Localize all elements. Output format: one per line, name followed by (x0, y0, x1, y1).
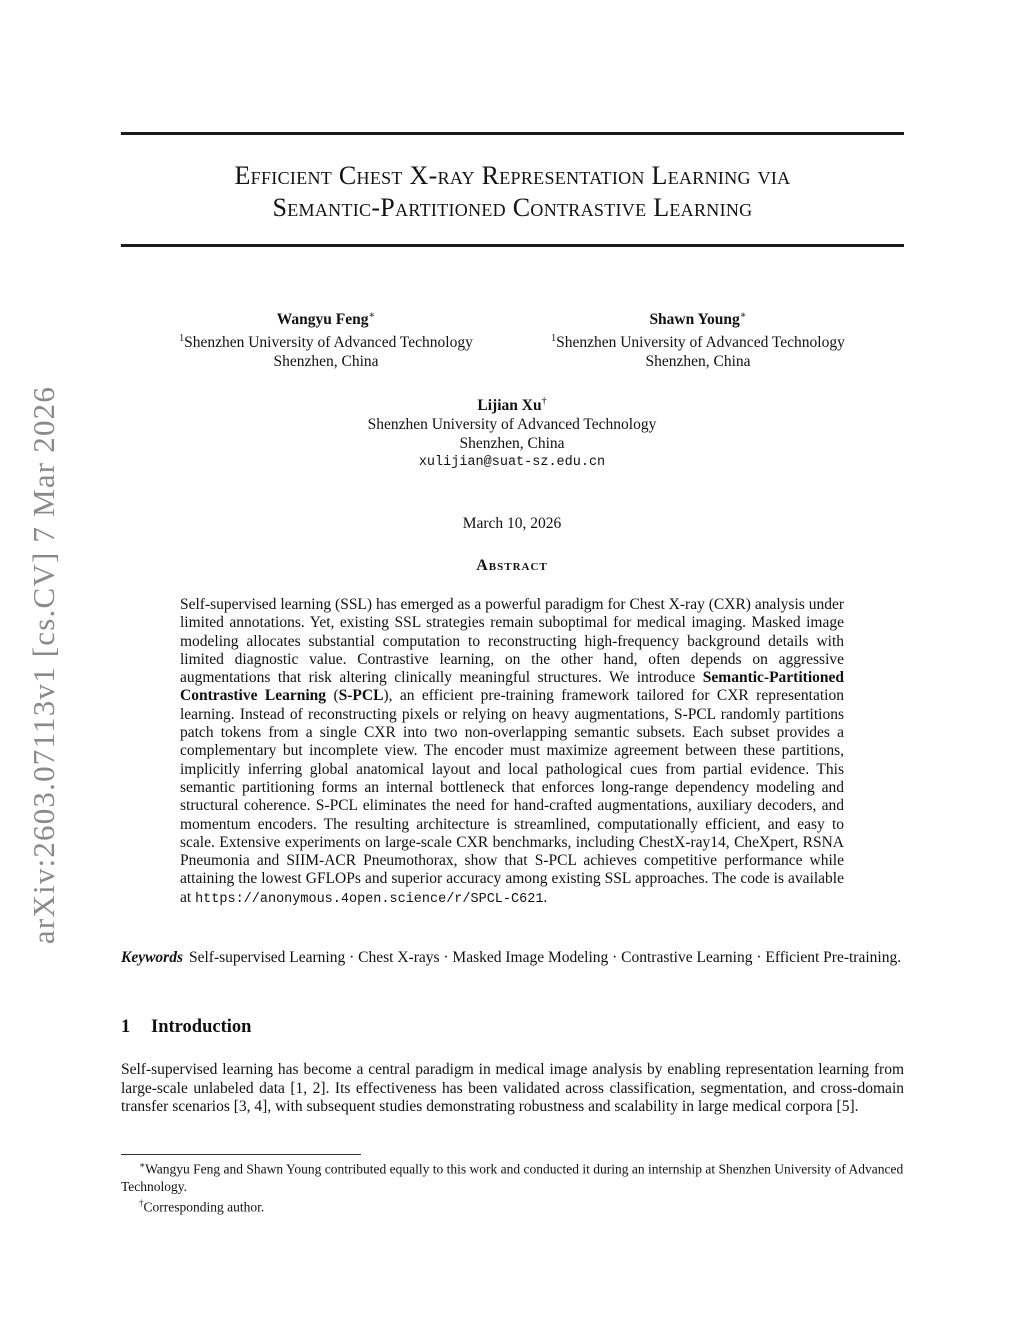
affiliation-mark: 1 (179, 333, 185, 345)
author-name: Shawn Young (649, 311, 740, 329)
author-affiliation: Shenzhen University of Advanced Technology (556, 334, 845, 352)
author-mark: ∗ (368, 310, 376, 321)
footnote-mark: † (139, 1197, 144, 1208)
footnote-2 (121, 1195, 904, 1216)
paper-date: March 10, 2026 (462, 515, 562, 532)
method-abbreviation: S-PCL (338, 687, 384, 705)
affiliation-mark: 1 (551, 333, 557, 345)
author-block-3 (312, 392, 712, 472)
author-block-1 (160, 306, 492, 371)
footnote-text: Wangyu Feng and Shawn Young contributed equally to this work and conducted it during an internship at Shenzhen University of Advanced Technology. (121, 1161, 904, 1194)
abstract-text-end: . (543, 888, 548, 906)
code-url-link[interactable]: https://anonymous.4open.science/r/SPCL-C621 (195, 891, 544, 907)
author-location: Shenzhen, China (645, 353, 751, 371)
section-heading (121, 1017, 904, 1038)
abstract-text-part-2: ), an efficient pre-training framework tailored for CXR representation learning. Instead of reconstructing pixels or relying on heavy augmentations, S-PCL randomly partitions patch tokens from a single CXR into two non-overlapping semantic subsets. Each subset provides a complementary but incomplete view. The encoder must maximize agreement between these partitions, implicitly inferring global anatomical layout and local pathological cues from partial evidence. This semantic partitioning forms an internal bottleneck that enforces long-range dependency modeling and structural coherence. S-PCL eliminates the need for hand-crafted augmentations, auxiliary decoders, and momentum encoders. The resulting architecture is streamlined, computationally efficient, and easy to scale. Extensive experiments on large-scale CXR benchmarks, including ChestX-ray14, CheXpert, RSNA Pneumonia and SIIM-ACR Pneumothorax, show that S-PCL achieves competitive performance while attaining the lowest GFLOPs and superior accuracy among existing SSL approaches. The code is available at (180, 687, 844, 906)
footnote-mark: ∗ (139, 1160, 146, 1170)
author-location: Shenzhen, China (459, 435, 565, 453)
abstract-text-part-1: Self-supervised learning (SSL) has emerged as a powerful paradigm for Chest X-ray (CXR) analysis under limited annotations. Yet, existing SSL strategies remain suboptimal for medical imaging. Masked image modeling allocates substantial computation to reconstructing high-frequency background details with limited diagnostic value. Contrastive learning, on the other hand, often depends on aggressive augmentations that risk altering clinically meaningful structures. We introduce (180, 596, 844, 687)
title-line-1: Efficient Chest X-ray Representation Learning via (234, 161, 791, 190)
abstract-body (180, 596, 844, 909)
arxiv-identifier-stamp: arXiv:2603.07113v1 [cs.CV] 7 Mar 2026 (26, 385, 61, 945)
section-title: Introduction (151, 1017, 252, 1037)
footnote-1 (121, 1157, 904, 1195)
author-email: xulijian@suat-sz.edu.cn (418, 455, 606, 471)
keywords-label: Keywords (121, 949, 183, 966)
footnote-divider (121, 1154, 361, 1155)
footnote-text: Corresponding author. (143, 1199, 265, 1214)
title-top-rule (121, 132, 904, 135)
section-number: 1 (121, 1017, 131, 1037)
abstract-heading: Abstract (476, 557, 548, 574)
footnotes (121, 1157, 904, 1215)
title-bottom-rule (121, 244, 904, 247)
keywords-text: Self-supervised Learning · Chest X-rays · Masked Image Modeling · Contrastive Learning · Efficient Pre-training. (189, 949, 902, 966)
paper-title (121, 160, 904, 224)
author-affiliation: Shenzhen University of Advanced Technology (184, 334, 473, 352)
keywords (121, 948, 904, 967)
author-name: Wangyu Feng (276, 311, 369, 329)
author-block-2 (530, 306, 866, 371)
method-name: Semantic-Partitioned Contrastive Learning (180, 669, 844, 705)
author-mark: ∗ (739, 310, 747, 321)
abstract-paren: ( (326, 687, 339, 705)
author-mark: † (541, 396, 547, 407)
author-name: Lijian Xu (477, 397, 542, 415)
author-affiliation: Shenzhen University of Advanced Technology (367, 416, 657, 434)
author-location: Shenzhen, China (273, 353, 379, 371)
intro-paragraph: Self-supervised learning has become a central paradigm in medical image analysis by enabling representation learning from large-scale unlabeled data [1, 2]. Its effectiveness has been validated across classification, segmentation, and cross-domain transfer scenarios [3, 4], with subsequent studies demonstrating robustness and scalability in large medical corpora [5]. (121, 1061, 904, 1115)
title-line-2: Semantic-Partitioned Contrastive Learning (272, 193, 753, 222)
